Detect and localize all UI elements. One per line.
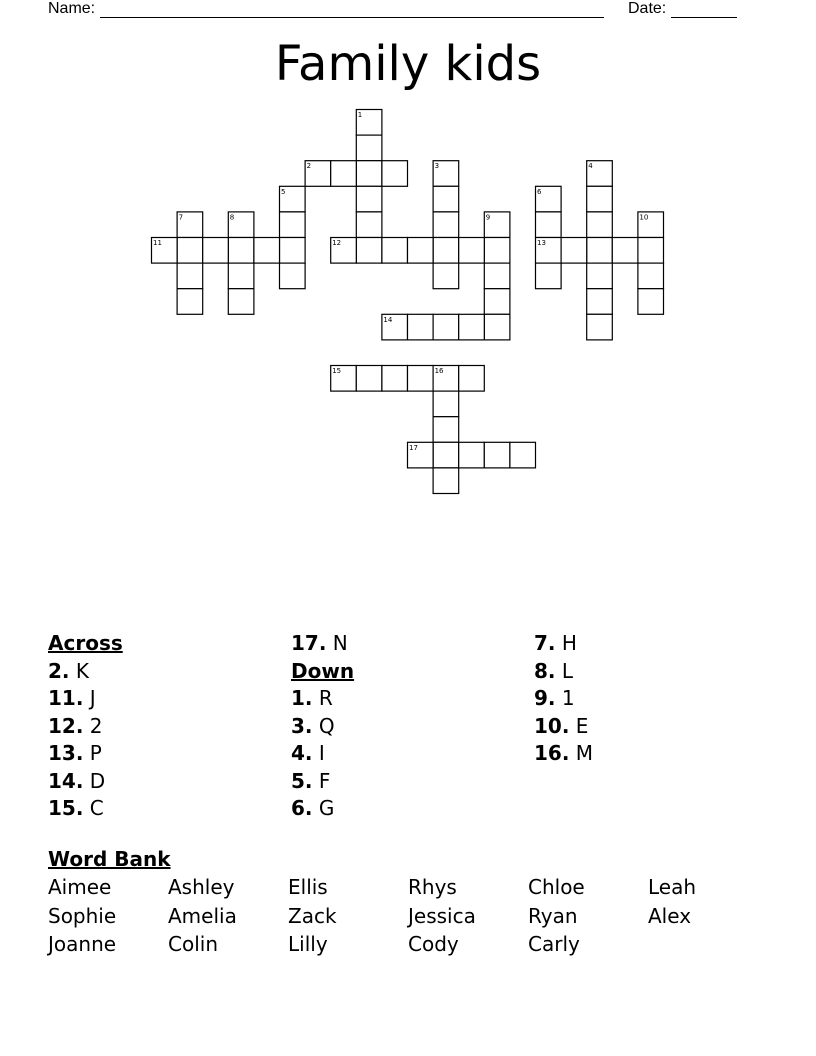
clue-down-7	[534, 630, 754, 658]
clue-text: Q	[318, 713, 335, 738]
word-bank-word: Rhys	[408, 875, 457, 899]
clue-number-label: 15	[332, 367, 342, 375]
crossword-grid	[0, 0, 816, 520]
crossword-cell[interactable]	[433, 186, 459, 212]
clue-down-1	[291, 685, 511, 713]
clue-down-4	[291, 740, 511, 768]
crossword-cell[interactable]	[433, 314, 459, 340]
crossword-cell[interactable]	[382, 238, 408, 264]
crossword-cell[interactable]	[587, 314, 613, 340]
clue-number-label: 7	[178, 213, 184, 222]
clue-across-15	[48, 795, 268, 823]
crossword-cell[interactable]	[638, 263, 664, 289]
clue-number-label: 11	[153, 239, 162, 247]
clue-number-label: 4	[588, 162, 593, 171]
crossword-cell[interactable]	[408, 314, 434, 340]
crossword-cell[interactable]	[433, 391, 459, 417]
clue-text: H	[561, 631, 577, 655]
clue-number-label: 12	[332, 239, 342, 247]
clue-number: 12.	[48, 713, 84, 738]
crossword-cell[interactable]	[536, 212, 562, 238]
crossword-cell[interactable]	[382, 366, 408, 392]
crossword-cell[interactable]	[280, 263, 306, 289]
crossword-cell[interactable]	[638, 238, 664, 264]
word-bank-word: Colin	[168, 932, 218, 956]
clue-text: N	[332, 631, 348, 655]
date-label: Date:	[628, 0, 667, 17]
crossword-cell[interactable]	[459, 238, 485, 264]
clue-number: 11.	[48, 686, 84, 710]
clue-across-13	[48, 740, 268, 768]
clues-column-3	[534, 630, 754, 768]
clue-number: 10.	[534, 713, 570, 738]
crossword-cell[interactable]	[510, 442, 536, 468]
clue-number-label: 8	[229, 213, 235, 222]
clue-text: I	[318, 741, 325, 765]
word-bank-word: Sophie	[48, 903, 117, 928]
crossword-cell[interactable]	[484, 238, 510, 264]
word-bank-word: Alex	[648, 903, 692, 928]
clue-number: 2.	[48, 658, 70, 683]
clue-number: 14.	[48, 768, 84, 793]
word-bank-word: Ellis	[288, 875, 328, 899]
clue-number: 16.	[534, 741, 570, 765]
word-bank-word: Joanne	[48, 932, 117, 956]
clue-text: P	[89, 741, 102, 765]
crossword-cell[interactable]	[587, 212, 613, 238]
clue-text: J	[89, 686, 96, 710]
crossword-cell[interactable]	[408, 238, 434, 264]
crossword-cell[interactable]	[203, 238, 229, 264]
clue-number-label: 9	[485, 213, 491, 222]
clue-number-label: 6	[537, 187, 542, 196]
word-bank-word: Leah	[648, 875, 697, 899]
clue-number: 5.	[291, 768, 313, 793]
crossword-cell[interactable]	[356, 238, 382, 264]
crossword-cell[interactable]	[356, 135, 382, 161]
clue-text: 2	[89, 713, 103, 738]
word-bank-row	[48, 902, 768, 931]
clue-across-12	[48, 713, 268, 741]
clue-down-6	[291, 795, 511, 823]
clue-across-11	[48, 685, 268, 713]
clue-number-label: 16	[434, 367, 444, 375]
crossword-cell[interactable]	[433, 238, 459, 264]
page-title: Family kids	[274, 36, 542, 92]
clue-text: D	[89, 768, 106, 793]
word-bank-word: Ashley	[168, 875, 235, 899]
clue-text: K	[75, 658, 89, 683]
clue-text: E	[575, 713, 589, 738]
crossword-cell[interactable]	[484, 289, 510, 315]
crossword-cell[interactable]	[356, 161, 382, 187]
clues-column-2	[291, 630, 511, 823]
clue-number-label: 3	[434, 162, 440, 171]
crossword-cell[interactable]	[587, 238, 613, 264]
word-bank-heading: Word Bank	[48, 847, 171, 871]
crossword-cell[interactable]	[254, 238, 280, 264]
crossword-cell[interactable]	[484, 263, 510, 289]
clue-across-14	[48, 768, 268, 796]
word-bank-word: Jessica	[408, 903, 476, 928]
clues-column-1	[48, 630, 268, 823]
crossword-cell[interactable]	[459, 366, 485, 392]
clue-across-17	[291, 630, 511, 658]
crossword-cell[interactable]	[433, 417, 459, 443]
crossword-cell[interactable]	[587, 186, 613, 212]
crossword-cell[interactable]	[484, 314, 510, 340]
clue-number: 17.	[291, 631, 327, 655]
crossword-cell[interactable]	[433, 212, 459, 238]
crossword-cell[interactable]	[433, 468, 459, 494]
clue-down-16	[534, 740, 754, 768]
crossword-cell[interactable]	[280, 238, 306, 264]
crossword-cell[interactable]	[228, 263, 254, 289]
word-bank-word: Aimee	[48, 875, 112, 899]
word-bank-row	[48, 873, 768, 902]
clue-down-5	[291, 768, 511, 796]
clue-text: M	[575, 741, 594, 765]
crossword-cell[interactable]	[536, 263, 562, 289]
clue-number: 9.	[534, 686, 556, 710]
crossword-cell[interactable]	[433, 263, 459, 289]
crossword-cell[interactable]	[612, 238, 638, 264]
clue-text: R	[318, 686, 333, 710]
clue-number-label: 1	[357, 111, 363, 119]
clue-down-8	[534, 658, 754, 686]
crossword-cell[interactable]	[459, 442, 485, 468]
crossword-cell[interactable]	[356, 366, 382, 392]
clue-down-10	[534, 713, 754, 741]
word-bank	[48, 873, 768, 959]
word-bank-word: Carly	[528, 932, 580, 956]
crossword-cell[interactable]	[459, 314, 485, 340]
crossword-cell[interactable]	[356, 186, 382, 212]
clue-number: 13.	[48, 741, 84, 765]
clue-across-2	[48, 658, 268, 686]
word-bank-word: Amelia	[168, 903, 237, 928]
clue-down-3	[291, 713, 511, 741]
clue-number: 1.	[291, 686, 313, 710]
across-heading: Across	[48, 631, 123, 655]
crossword-cell[interactable]	[177, 289, 203, 315]
crossword-cell[interactable]	[484, 442, 510, 468]
crossword-cell[interactable]	[280, 212, 306, 238]
word-bank-word: Lilly	[288, 932, 328, 956]
clue-number: 4.	[291, 741, 313, 765]
clue-number-label: 13	[537, 239, 546, 247]
crossword-cell[interactable]	[177, 238, 203, 264]
crossword-cell[interactable]	[587, 289, 613, 315]
word-bank-word: Zack	[288, 903, 337, 928]
word-bank-row	[48, 930, 768, 959]
crossword-cell[interactable]	[228, 289, 254, 315]
clue-text: G	[318, 796, 335, 820]
word-bank-word: Chloe	[528, 875, 585, 899]
down-heading: Down	[291, 658, 355, 683]
clue-number: 7.	[534, 631, 556, 655]
clue-number: 6.	[291, 796, 313, 820]
crossword-cell[interactable]	[228, 238, 254, 264]
crossword-cell[interactable]	[382, 161, 408, 187]
clue-number-label: 14	[383, 315, 393, 324]
clue-number-label: 5	[281, 187, 286, 196]
crossword-cell[interactable]	[331, 161, 357, 187]
crossword-cell[interactable]	[638, 289, 664, 315]
clue-down-9	[534, 685, 754, 713]
word-bank-word: Ryan	[528, 903, 578, 928]
clue-number: 8.	[534, 658, 556, 683]
crossword-cell[interactable]	[408, 366, 434, 392]
clue-number: 15.	[48, 796, 84, 820]
clue-text: L	[561, 658, 574, 683]
word-bank-word: Cody	[408, 932, 459, 956]
crossword-cell[interactable]	[356, 212, 382, 238]
crossword-cell[interactable]	[561, 238, 587, 264]
clue-number-label: 17	[409, 443, 418, 452]
clue-text: C	[89, 796, 104, 820]
clue-number-label: 2	[306, 162, 312, 171]
crossword-cell[interactable]	[177, 263, 203, 289]
crossword-cell[interactable]	[433, 442, 459, 468]
clue-number: 3.	[291, 713, 313, 738]
clue-text: 1	[561, 686, 575, 710]
clue-number-label: 10	[639, 213, 649, 222]
clue-text: F	[318, 768, 331, 793]
crossword-cell[interactable]	[587, 263, 613, 289]
name-label: Name:	[48, 0, 96, 17]
